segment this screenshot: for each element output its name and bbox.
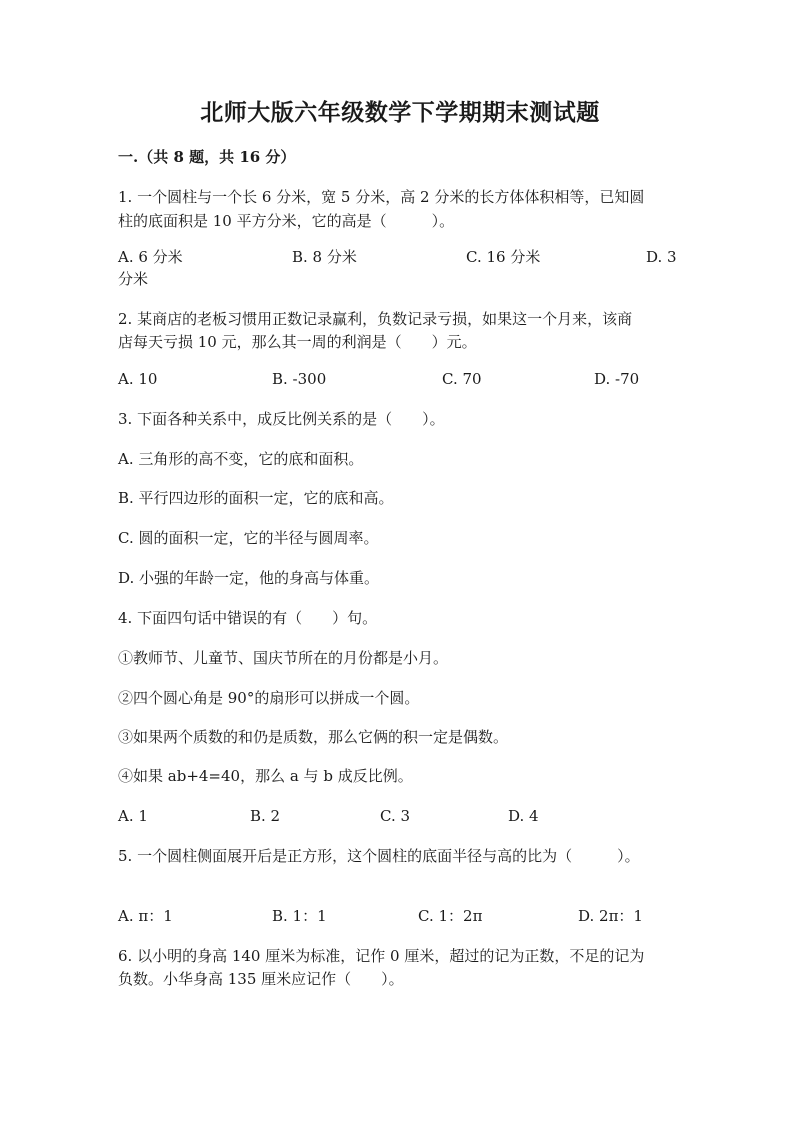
question-3-choice-a: A. 三角形的高不变，它的底和面积。 — [118, 450, 364, 468]
question-1-line-1: 1. 一个圆柱与一个长 6 分米，宽 5 分米，高 2 分米的长方体体积相等，已知圆 — [118, 188, 645, 206]
question-4-option-d: D. 4 — [508, 807, 539, 825]
question-1-option-b: B. 8 分米 — [292, 248, 357, 266]
question-1-line-2: 柱的底面积是 10 平方分米，它的高是（ ）。 — [118, 212, 455, 230]
question-5-line-1: 5. 一个圆柱侧面展开后是正方形，这个圆柱的底面半径与高的比为（ ）。 — [118, 847, 640, 865]
question-2-option-b: B. -300 — [272, 370, 327, 388]
question-5-option-d: D. 2π：1 — [578, 907, 643, 925]
question-1-option-d: D. 3 — [646, 248, 677, 266]
question-1-option-c: C. 16 分米 — [466, 248, 541, 266]
question-4-statement-1: ①教师节、儿童节、国庆节所在的月份都是小月。 — [118, 649, 449, 667]
question-4-statement-3: ③如果两个质数的和仍是质数，那么它俩的积一定是偶数。 — [118, 728, 509, 746]
question-4-line-1: 4. 下面四句话中错误的有（ ）句。 — [118, 609, 378, 627]
question-4-statement-2: ②四个圆心角是 90°的扇形可以拼成一个圆。 — [118, 689, 420, 707]
question-5-option-c: C. 1：2π — [418, 907, 483, 925]
page-title: 北师大版六年级数学下学期期末测试题 — [200, 99, 600, 126]
question-4-option-b: B. 2 — [250, 807, 281, 825]
question-2-line-2: 店每天亏损 10 元，那么其一周的利润是（ ）元。 — [118, 333, 477, 351]
question-3-choice-b: B. 平行四边形的面积一定，它的底和高。 — [118, 489, 394, 507]
question-2-option-a: A. 10 — [118, 370, 158, 388]
question-5-option-b: B. 1：1 — [272, 907, 327, 925]
question-6-line-2: 负数。小华身高 135 厘米应记作（ ）。 — [118, 970, 404, 988]
question-4-statement-4: ④如果 ab+4=40，那么 a 与 b 成反比例。 — [118, 767, 413, 785]
question-6-line-1: 6. 以小明的身高 140 厘米为标准，记作 0 厘米，超过的记为正数，不足的记为 — [118, 947, 645, 965]
question-3-choice-d: D. 小强的年龄一定，他的身高与体重。 — [118, 569, 380, 587]
question-5-option-a: A. π：1 — [118, 907, 173, 925]
question-2-option-d: D. -70 — [594, 370, 640, 388]
question-2-line-1: 2. 某商店的老板习惯用正数记录赢利，负数记录亏损，如果这一个月来，该商 — [118, 310, 633, 328]
question-2-option-c: C. 70 — [442, 370, 482, 388]
question-3-choice-c: C. 圆的面积一定，它的半径与圆周率。 — [118, 529, 379, 547]
question-4-option-a: A. 1 — [118, 807, 148, 825]
question-1-option-d-wrap: 分米 — [118, 270, 149, 288]
question-4-option-c: C. 3 — [380, 807, 411, 825]
section-heading: 一.（共 8 题，共 16 分） — [118, 148, 296, 166]
question-3-line-1: 3. 下面各种关系中，成反比例关系的是（ ）。 — [118, 410, 445, 428]
question-1-option-a: A. 6 分米 — [118, 248, 183, 266]
